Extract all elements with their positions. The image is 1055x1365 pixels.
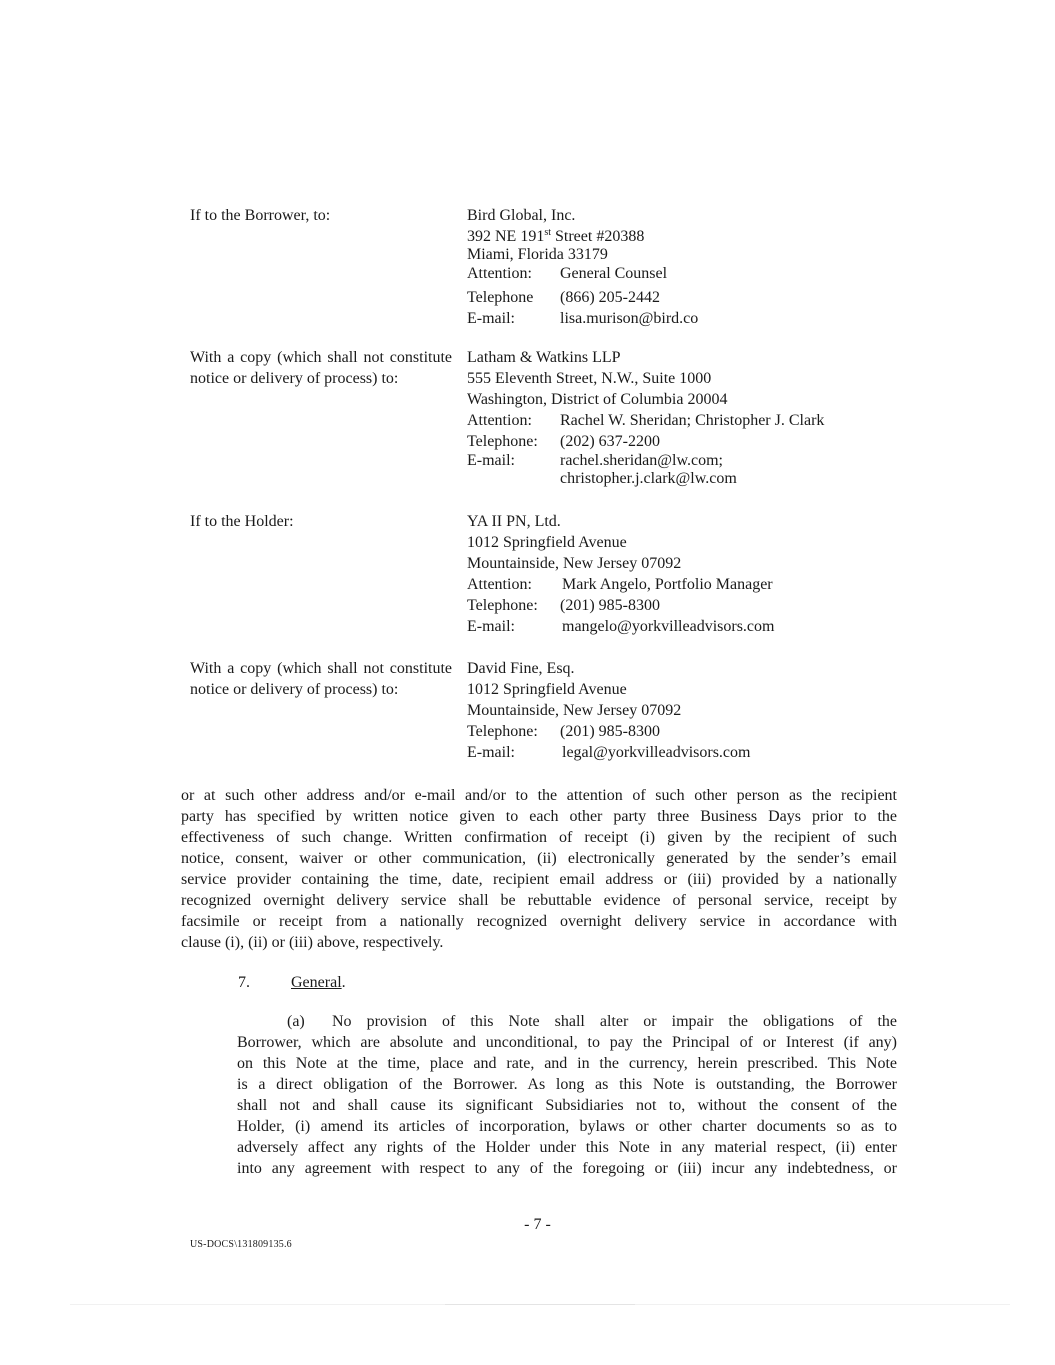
section-number: 7.: [238, 974, 250, 991]
telephone-row: Telephone: (202) 637-2200: [467, 433, 660, 450]
closing-paragraph: [181, 785, 897, 953]
recipient-label: If to the Holder:: [190, 513, 294, 530]
telephone-row: Telephone: (201) 985-8300: [467, 723, 660, 740]
paragraph-line: clause (i), (ii) or (iii) above, respectively.: [181, 934, 444, 951]
email-row: E-mail: rachel.sheridan@lw.com; christopher.j.clark@lw.com: [467, 452, 737, 487]
email-row: E-mail: mangelo@yorkvilleadvisors.com: [467, 618, 775, 635]
paragraph-line: facsimile or receipt from a nationally recognized overnight delivery service in accordance with: [181, 913, 897, 930]
address-block: [467, 658, 907, 763]
city-line: Mountainside, New Jersey 07092: [467, 702, 682, 719]
page-number: - 7 -: [524, 1216, 551, 1233]
paragraph-line: on this Note at the time, place and rate, and in the currency, herein prescribed. This Note: [237, 1055, 897, 1072]
paragraph-line: into any agreement with respect to any of the foregoing or (iii) incur any indebtedness, or: [237, 1160, 897, 1177]
page-edge-divider: [445, 1304, 635, 1305]
email-value: lisa.murison@bird.co: [560, 310, 699, 327]
paragraph-line: recognized overnight delivery service shall be rebuttable evidence of personal service, receipt by: [181, 892, 897, 909]
paragraph-line: shall not and shall cause its significant Subsidiaries not to, without the consent of the: [237, 1097, 897, 1114]
paragraph-line: adversely affect any rights of the Holder under this Note in any material respect, (ii) enter: [237, 1139, 897, 1156]
telephone-row: Telephone: (201) 985-8300: [467, 597, 660, 614]
email-value: christopher.j.clark@lw.com: [560, 470, 737, 487]
paragraph-line: is a direct obligation of the Borrower. As long as this Note is outstanding, the Borrower: [237, 1076, 897, 1093]
company-name: YA II PN, Ltd.: [467, 513, 561, 530]
recipient-label: If to the Borrower, to:: [190, 207, 331, 224]
notice-holder-copy: [190, 658, 900, 768]
address-block: [467, 347, 907, 488]
telephone-row: Telephone (866) 205-2442: [467, 289, 660, 306]
paragraph-line: Holder, (i) amend its articles of incorporation, bylaws or other charter documents so as to: [237, 1118, 897, 1135]
email-row: E-mail: lisa.murison@bird.co: [467, 310, 699, 327]
notice-borrower: [190, 205, 900, 331]
street-address: 392 NE 191st Street #20388: [467, 227, 645, 245]
paragraph-line: (a) No provision of this Note shall alter or impair the obligations of the: [287, 1013, 897, 1030]
paragraph-line: effectiveness of such change. Written confirmation of receipt (i) given by the recipient of such: [181, 829, 897, 846]
subsection-label: (a): [287, 1013, 305, 1030]
recipient-label: With a copy (which shall not constitute notice or delivery of process) to:: [190, 660, 452, 698]
section-title: General: [291, 974, 342, 991]
paragraph-line: Borrower, which are absolute and unconditional, to pay the Principal of or Interest (if any): [237, 1034, 897, 1051]
paragraph-line: or at such other address and/or e-mail and/or to the attention of such other person as the recipient: [181, 787, 897, 804]
subsection-a: [237, 1011, 897, 1179]
document-id: US-DOCS\131809135.6: [190, 1239, 292, 1250]
email-value: rachel.sheridan@lw.com;: [560, 452, 723, 469]
notice-holder: [190, 511, 900, 641]
email-value: mangelo@yorkvilleadvisors.com: [562, 618, 775, 635]
company-name: David Fine, Esq.: [467, 660, 575, 677]
company-name: Bird Global, Inc.: [467, 207, 576, 224]
email-row: E-mail: legal@yorkvilleadvisors.com: [467, 744, 751, 761]
company-name: Latham & Watkins LLP: [467, 349, 621, 366]
address-block: [467, 205, 907, 329]
email-value: legal@yorkvilleadvisors.com: [562, 744, 751, 761]
paragraph-line: service provider containing the time, date, recipient email address or (iii) provided by a nationally: [181, 871, 897, 888]
recipient-label: With a copy (which shall not constitute notice or delivery of process) to:: [190, 349, 452, 387]
address-block: [467, 511, 907, 637]
paragraph-line: party has specified by written notice given to each other party three Business Days prior to the: [181, 808, 897, 825]
attention-row: Attention: Rachel W. Sheridan; Christopher J. Clark: [467, 412, 825, 429]
notice-borrower-copy: [190, 347, 900, 497]
city-line: Miami, Florida 33179: [467, 246, 608, 263]
paragraph-line: notice, consent, waiver or other communication, (ii) electronically generated by the sender’s email: [181, 850, 897, 867]
street-address: 1012 Springfield Avenue: [467, 681, 627, 698]
attention-row: Attention: Mark Angelo, Portfolio Manager: [467, 576, 773, 593]
city-line: Mountainside, New Jersey 07092: [467, 555, 682, 572]
street-address: 1012 Springfield Avenue: [467, 534, 627, 551]
street-address: 555 Eleventh Street, N.W., Suite 1000: [467, 370, 712, 387]
attention-row: Attention: General Counsel: [467, 265, 668, 282]
section-heading: 7. General.: [238, 974, 346, 991]
city-line: Washington, District of Columbia 20004: [467, 391, 728, 408]
